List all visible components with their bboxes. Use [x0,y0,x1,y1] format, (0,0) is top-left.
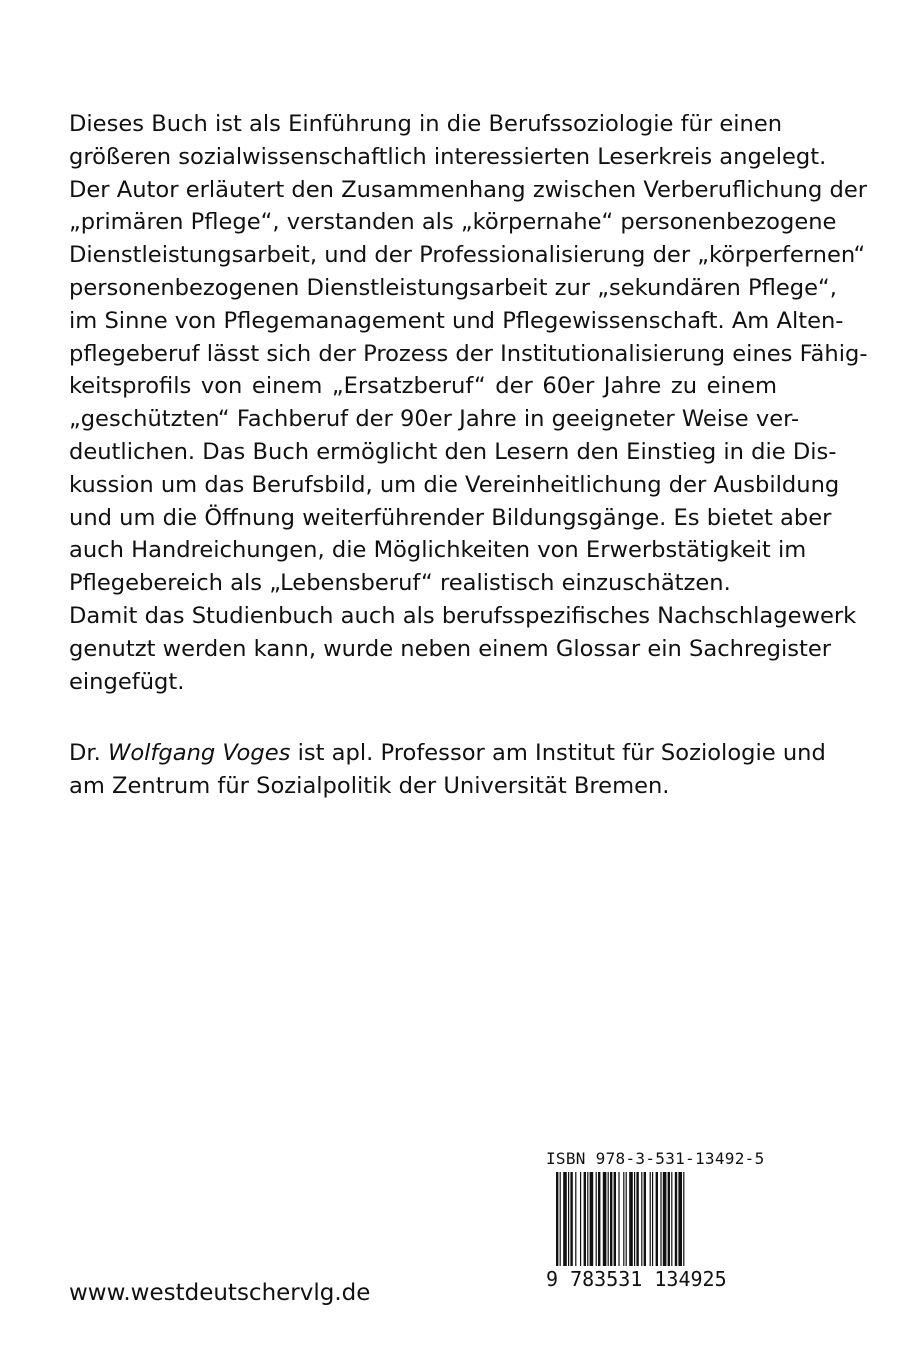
blurb-line: Der Autor erläutert den Zusammenhang zwischen Verberuflichung der [69,176,868,203]
barcode-bar [580,1172,581,1266]
barcode-bar [614,1172,616,1266]
barcode [544,1172,734,1290]
barcode-bar [584,1172,586,1266]
blurb-line: kussion um das Berufsbild, um die Vereinheitlichung der Ausbildung [69,471,840,498]
barcode-bar [560,1172,561,1278]
author-name: Wolfgang Voges [107,740,291,766]
blurb-text [69,108,868,698]
barcode-bar [634,1172,635,1266]
blurb-line: und um die Öffnung weiterführender Bildungsgänge. Es bietet aber [69,504,832,531]
blurb-line: keitsprofils von einem „Ersatzberuf“ der 60er Jahre zu einem [69,373,777,400]
barcode-bar [610,1172,612,1266]
barcode-bar [596,1172,597,1266]
barcode-bar [650,1172,651,1266]
barcode-bar [590,1172,594,1266]
barcode-bar [608,1172,609,1266]
barcode-bar [570,1172,572,1266]
barcode-bar [671,1172,672,1266]
barcode-bar [675,1172,677,1266]
barcode-bar [556,1172,558,1278]
blurb-line: Pflegebereich als „Lebensberuf“ realistisch einzuschätzen. [69,570,731,597]
blurb-line: „geschützten“ Fachberuf der 90er Jahre in geeigneter Weise ver- [69,406,800,433]
blurb-line: Damit das Studienbuch auch als berufsspezifisches Nachschlagewerk [69,602,857,629]
blurb-line: auch Handreichungen, die Möglichkeiten von Erwerbstätigkeit im [69,537,807,564]
barcode-bar [568,1172,569,1266]
blurb-line: deutlichen. Das Buch ermöglicht den Lesern den Einstieg in die Dis- [69,438,837,465]
barcode-bar [618,1172,619,1278]
barcode-bar [587,1172,588,1266]
barcode-bars [556,1172,684,1278]
author-bio-rest: ist apl. Professor am Institut für Soziologie und [290,740,826,766]
barcode-bar [563,1172,567,1266]
barcode-bar [626,1172,627,1266]
author-bio-line-2: am Zentrum für Sozialpolitik der Universität Bremen. [69,772,670,799]
publisher-website[interactable]: www.westdeutschervlg.de [69,1280,371,1306]
blurb-line: eingefügt. [69,668,185,695]
barcode-bar [660,1172,661,1266]
blurb-line: Dieses Buch ist als Einführung in die Berufssoziologie für einen [69,111,783,137]
barcode-bar [678,1172,682,1266]
author-bio-line-1 [69,737,826,770]
barcode-bar [575,1172,576,1266]
author-bio [69,737,826,803]
barcode-bar [644,1172,646,1266]
isbn-label: ISBN 978-3-531-13492-5 [546,1149,765,1168]
blurb-line: genutzt werden kann, wurde neben einem Glossar ein Sachregister [69,635,832,662]
barcode-bar [652,1172,653,1266]
barcode-bar [623,1172,624,1278]
blurb-line: im Sinne von Pflegemanagement und Pflegewissenschaft. Am Alten- [69,307,844,334]
blurb-line: pflegeberuf lässt sich der Prozess der Institutionalisierung eines Fähig- [69,340,868,367]
barcode-bar [641,1172,642,1266]
blurb-line: Dienstleistungsarbeit, und der Professionalisierung der „körperfernen“ [69,242,866,269]
barcode-bar [603,1172,607,1266]
author-prefix: Dr. [69,740,108,766]
barcode-bar [656,1172,658,1266]
barcode-bar [683,1172,684,1278]
blurb-line: größeren sozialwissenschaftlich interessierten Leserkreis angelegt. [69,143,827,170]
blurb-line: „primären Pflege“, verstanden als „körpernahe“ personenbezogene [69,209,837,236]
barcode-bar [629,1172,633,1266]
barcode-digits: 9 783531 134925 [546,1267,727,1290]
barcode-bar [636,1172,638,1266]
barcode-bar [598,1172,600,1266]
barcode-bar [668,1172,670,1266]
barcode-bar [663,1172,667,1266]
blurb-line: personenbezogenen Dienstleistungsarbeit zur „sekundären Pflege“, [69,274,837,301]
